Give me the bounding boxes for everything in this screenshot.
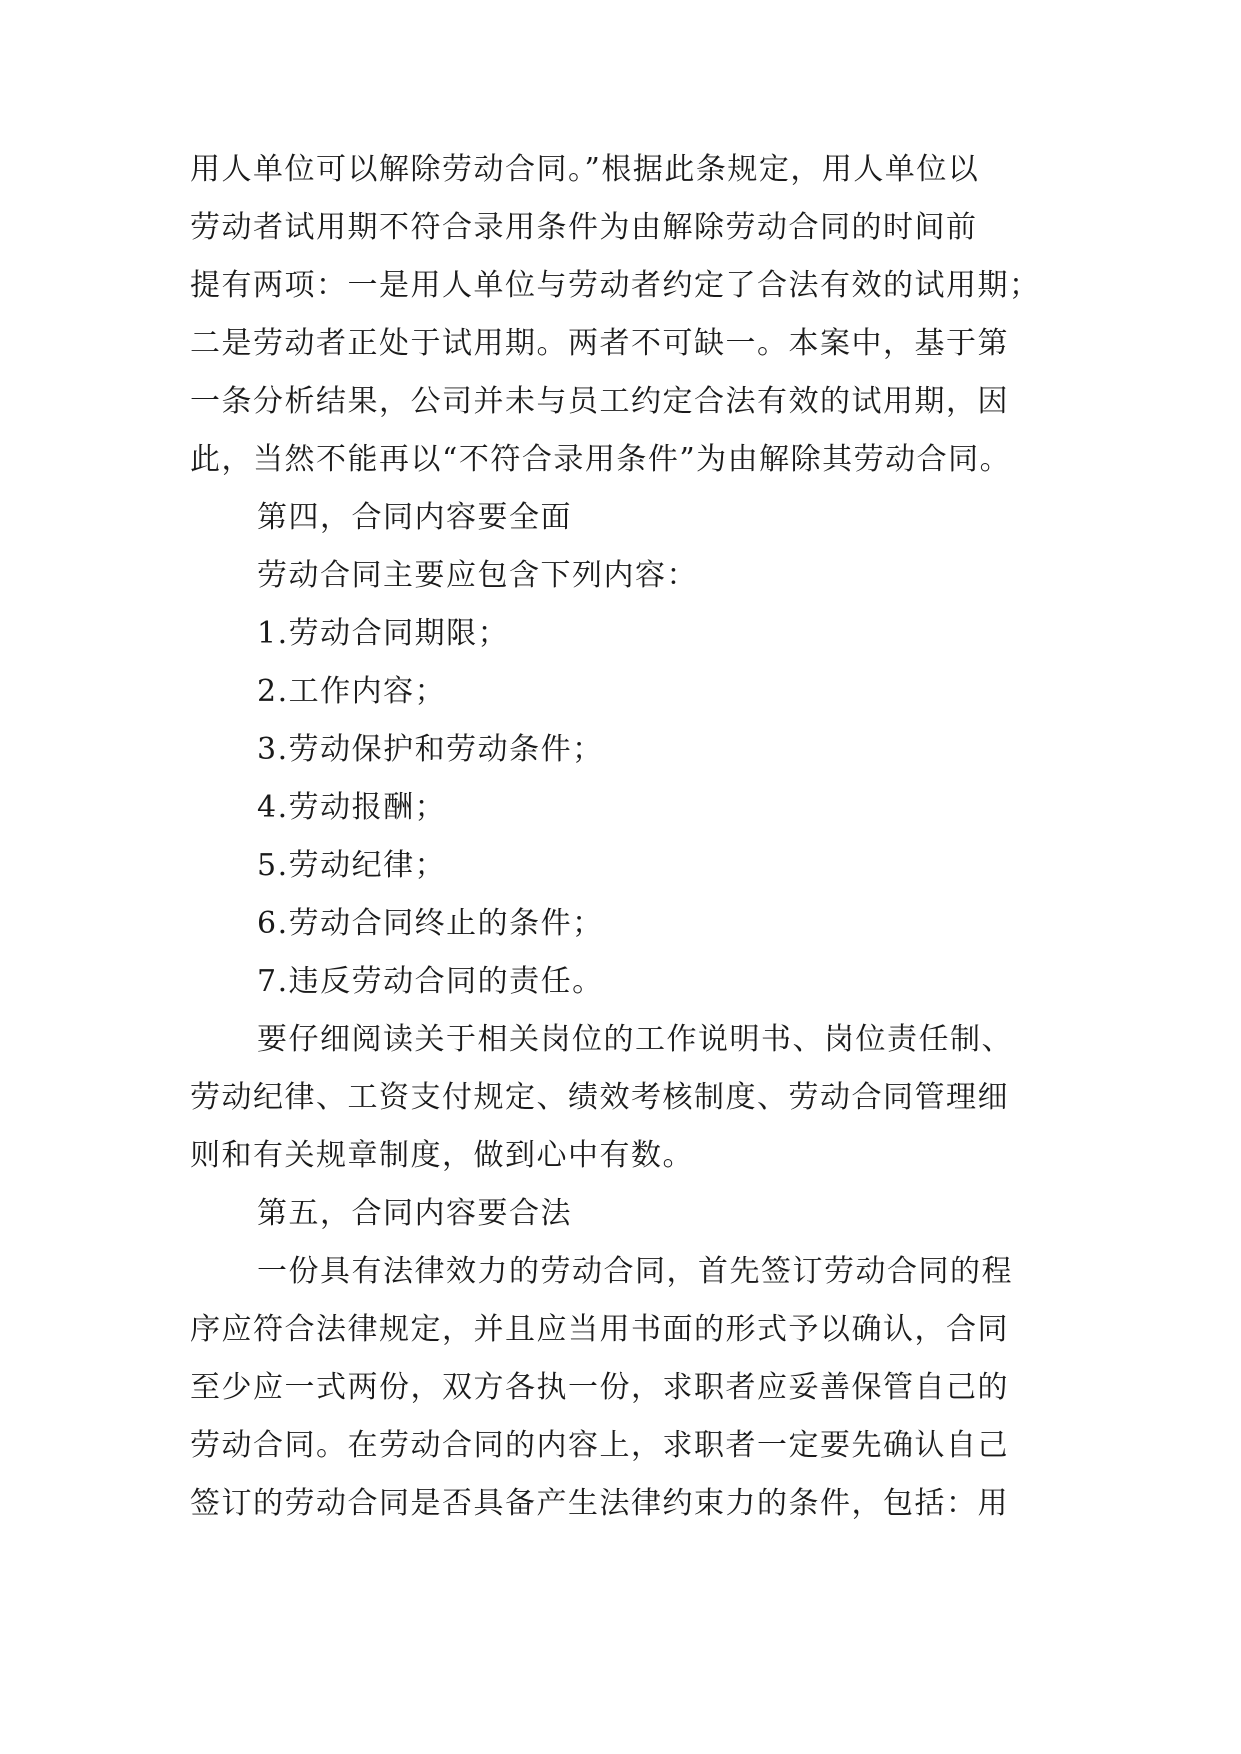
text-line: 劳动者试用期不符合录用条件为由解除劳动合同的时间前 xyxy=(190,210,978,245)
text-line: 劳动合同主要应包含下列内容： xyxy=(257,558,698,593)
text-line: 签订的劳动合同是否具备产生法律约束力的条件，包括：用 xyxy=(190,1486,1009,1521)
text-line: 劳动纪律、工资支付规定、绩效考核制度、劳动合同管理细 xyxy=(190,1080,1009,1115)
list-item: 1.劳动合同期限； xyxy=(257,616,510,651)
list-item: 6.劳动合同终止的条件； xyxy=(257,906,604,941)
text-line: 二是劳动者正处于试用期。两者不可缺一。本案中，基于第 xyxy=(190,326,1009,361)
text-line: 要仔细阅读关于相关岗位的工作说明书、岗位责任制、 xyxy=(257,1022,1013,1057)
text-line: 序应符合法律规定，并且应当用书面的形式予以确认，合同 xyxy=(190,1312,1009,1347)
text-line: 提有两项：一是用人单位与劳动者约定了合法有效的试用期； xyxy=(190,268,1041,303)
text-line: 则和有关规章制度，做到心中有数。 xyxy=(190,1138,694,1173)
list-item: 4.劳动报酬； xyxy=(257,790,447,825)
text-line: 一条分析结果，公司并未与员工约定合法有效的试用期，因 xyxy=(190,384,1009,419)
text-line: 至少应一式两份，双方各执一份，求职者应妥善保管自己的 xyxy=(190,1370,1009,1405)
list-item: 7.违反劳动合同的责任。 xyxy=(257,964,604,999)
list-item: 3.劳动保护和劳动条件； xyxy=(257,732,604,767)
text-line: 用人单位可以解除劳动合同。”根据此条规定，用人单位以 xyxy=(190,152,980,187)
text-line: 劳动合同。在劳动合同的内容上，求职者一定要先确认自己 xyxy=(190,1428,1009,1463)
list-item: 2.工作内容； xyxy=(257,674,447,709)
text-line: 此，当然不能再以“不符合录用条件”为由解除其劳动合同。 xyxy=(190,442,1012,477)
section-heading: 第四，合同内容要全面 xyxy=(257,500,572,535)
section-heading: 第五，合同内容要合法 xyxy=(257,1196,572,1231)
list-item: 5.劳动纪律； xyxy=(257,848,447,883)
text-line: 一份具有法律效力的劳动合同，首先签订劳动合同的程 xyxy=(257,1254,1013,1289)
